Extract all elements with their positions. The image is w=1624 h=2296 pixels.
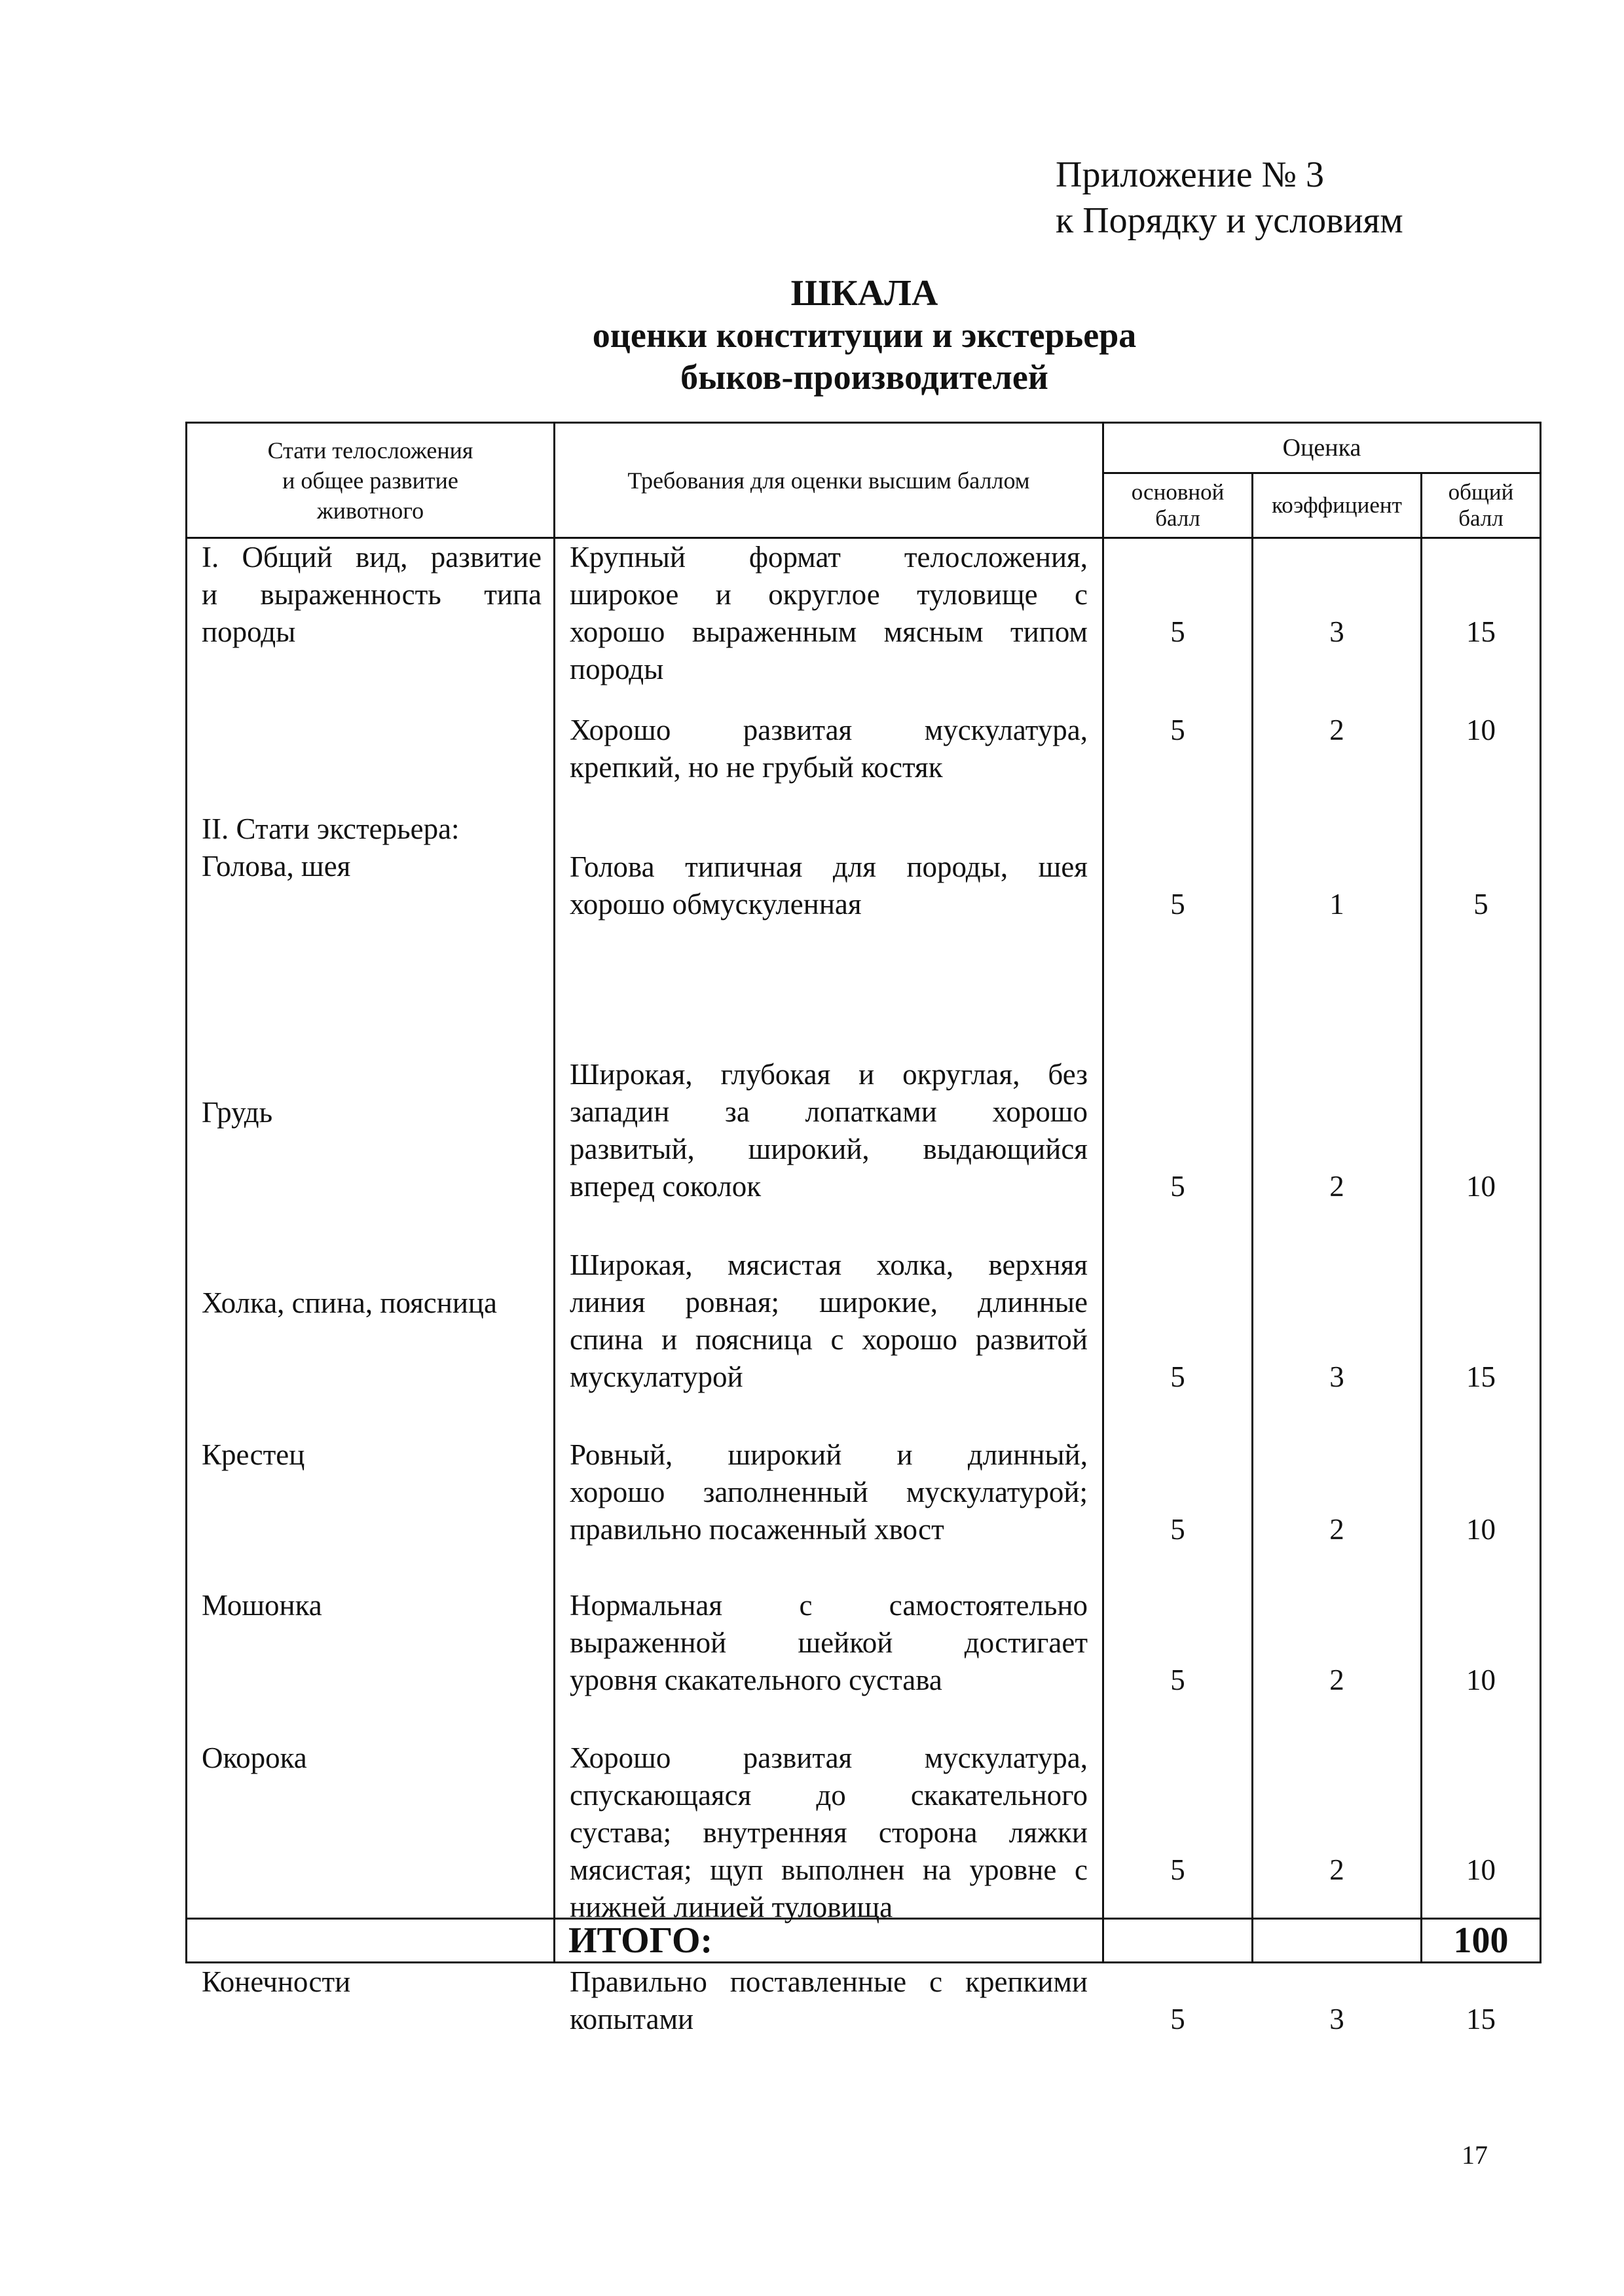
category-line: Холка, спина, поясница: [202, 1286, 497, 1319]
total-score-value: 10: [1466, 1853, 1496, 1886]
requirement-line: спина и поясница с хорошо развитой: [570, 1323, 1088, 1356]
coefficient-value: 2: [1329, 1853, 1344, 1886]
requirement-line: нижней линией туловища: [570, 1891, 893, 1923]
requirement-text: [570, 1247, 1088, 1396]
total-empty-coef: [1253, 1919, 1422, 1963]
base-score-value: 5: [1170, 1170, 1185, 1203]
requirement-line: Хорошо развитая мускулатура,: [570, 714, 1088, 746]
requirement-line: сустава; внутренняя сторона ляжки: [570, 1816, 1088, 1849]
requirement-line: породы: [570, 653, 664, 685]
scale-table: [185, 422, 1541, 2035]
header-total-line-2: балл: [1458, 505, 1504, 531]
requirement-line: Ровный, широкий и длинный,: [570, 1438, 1088, 1471]
category-label: [202, 1094, 542, 1131]
base-score-value: 5: [1170, 2003, 1185, 2035]
category-line: Голова, шея: [202, 850, 351, 883]
requirement-text: [570, 1056, 1088, 1205]
requirement-text: [570, 1963, 1088, 2038]
category-label: [202, 1587, 542, 1624]
requirement-line: широкое и округлое туловище с: [570, 578, 1088, 611]
base-score-value: 5: [1170, 888, 1185, 920]
total-score-value: 10: [1466, 714, 1496, 746]
appendix-subtitle: к Порядку и условиям: [1056, 200, 1403, 241]
category-line: Окорока: [202, 1741, 307, 1774]
requirement-line: мясистая; щуп выполнен на уровне с: [570, 1853, 1088, 1886]
category-label: [202, 1963, 542, 2001]
header-stati: [187, 423, 555, 538]
header-coefficient: коэффициент: [1253, 473, 1422, 538]
total-score-value: 10: [1466, 1664, 1496, 1696]
requirement-text: [570, 1436, 1088, 1548]
header-row-1: [187, 423, 1541, 473]
total-empty-base: [1103, 1919, 1253, 1963]
total-score-value: 10: [1466, 1513, 1496, 1546]
category-line: Конечности: [202, 1965, 351, 1998]
requirement-line: копытами: [570, 2003, 694, 2035]
page-number: 17: [1462, 2140, 1488, 2170]
requirement-line: Голова типичная для породы, шея: [570, 850, 1088, 883]
category-line: породы: [202, 615, 296, 648]
coefficient-value: 3: [1329, 1360, 1344, 1393]
title-line-3: быков-производителей: [680, 357, 1048, 397]
body-row: [187, 538, 1541, 1919]
coefficient-value: 2: [1329, 1170, 1344, 1203]
appendix-reference: [1056, 152, 1403, 244]
requirement-line: Нормальная с самостоятельно: [570, 1589, 1088, 1622]
requirement-line: хорошо выраженным мясным типом: [570, 615, 1088, 648]
base-score-value: 5: [1170, 1513, 1185, 1546]
requirement-text: [570, 712, 1088, 786]
header-stati-line-3: животного: [316, 497, 424, 524]
header-stati-line-1: Стати телосложения: [267, 437, 473, 464]
header-requirements: Требования для оценки высшим баллом: [555, 423, 1103, 538]
category-line: II. Стати экстерьера:: [202, 812, 460, 845]
category-line: Грудь: [202, 1096, 273, 1129]
header-base-score: [1103, 473, 1253, 538]
appendix-number: Приложение № 3: [1056, 155, 1324, 195]
requirement-line: крепкий, но не грубый костяк: [570, 751, 943, 784]
coefficient-value: 2: [1329, 714, 1344, 746]
requirement-line: западин за лопатками хорошо: [570, 1095, 1088, 1128]
total-score-value: 15: [1466, 615, 1496, 648]
requirement-line: Широкая, мясистая холка, верхняя: [570, 1248, 1088, 1281]
header-total-score: [1422, 473, 1541, 538]
category-line: Крестец: [202, 1438, 305, 1471]
requirement-line: Широкая, глубокая и округлая, без: [570, 1058, 1088, 1091]
requirement-line: развитый, широкий, выдающийся: [570, 1133, 1088, 1165]
base-score-value: 5: [1170, 714, 1185, 746]
header-ocenka: Оценка: [1103, 423, 1541, 473]
category-line: I. Общий вид, развитие: [202, 541, 542, 574]
base-score-value: 5: [1170, 1360, 1185, 1393]
requirement-line: Крупный формат телосложения,: [570, 541, 1088, 574]
column-coefficient: [1253, 538, 1422, 2035]
base-score-value: 5: [1170, 1853, 1185, 1886]
category-label: [202, 811, 542, 885]
category-line: и выраженность типа: [202, 578, 542, 611]
requirement-line: Правильно поставленные с крепкими: [570, 1965, 1088, 1998]
grand-total: 100: [1422, 1919, 1541, 1963]
total-score-value: 5: [1473, 888, 1488, 920]
requirement-text: [570, 848, 1088, 923]
requirement-line: вперед соколок: [570, 1170, 762, 1203]
requirement-line: уровня скакательного сустава: [570, 1664, 942, 1696]
category-label: [202, 1740, 542, 1777]
coefficient-value: 2: [1329, 1664, 1344, 1696]
requirement-text: [570, 539, 1088, 688]
document-title: [0, 272, 1624, 398]
category-label: [202, 1436, 542, 1474]
title-line-2: оценки конституции и экстерьера: [592, 316, 1137, 355]
requirement-text: [570, 1587, 1088, 1699]
category-line: Мошонка: [202, 1589, 322, 1622]
base-score-value: 5: [1170, 1664, 1185, 1696]
requirement-line: мускулатурой: [570, 1360, 743, 1393]
requirement-line: выраженной шейкой достигает: [570, 1626, 1088, 1659]
requirement-line: спускающаяся до скакательного: [570, 1779, 1088, 1812]
header-stati-line-2: и общее развитие: [282, 467, 458, 494]
requirement-line: правильно посаженный хвост: [570, 1513, 944, 1546]
base-score-value: 5: [1170, 615, 1185, 648]
header-base-line-1: основной: [1131, 479, 1225, 505]
coefficient-value: 3: [1329, 2003, 1344, 2035]
requirement-line: Хорошо развитая мускулатура,: [570, 1741, 1088, 1774]
requirement-line: линия ровная; широкие, длинные: [570, 1286, 1088, 1319]
total-score-value: 15: [1466, 2003, 1496, 2035]
column-base-score: [1103, 538, 1253, 2035]
category-label: [202, 1285, 542, 1322]
title-line-1: ШКАЛА: [790, 273, 938, 314]
header-base-line-2: балл: [1155, 505, 1200, 531]
total-score-value: 15: [1466, 1360, 1496, 1393]
coefficient-value: 3: [1329, 615, 1344, 648]
total-empty-cell: [187, 1919, 555, 1963]
requirement-text: [570, 1740, 1088, 1926]
category-label: [202, 539, 542, 651]
total-label: ИТОГО:: [555, 1919, 1103, 1963]
coefficient-value: 1: [1329, 888, 1344, 920]
total-score-value: 10: [1466, 1170, 1496, 1203]
coefficient-value: 2: [1329, 1513, 1344, 1546]
column-categories: [187, 538, 555, 1998]
requirement-line: хорошо заполненный мускулатурой;: [570, 1476, 1088, 1508]
header-total-line-1: общий: [1448, 479, 1514, 505]
requirement-line: хорошо обмускуленная: [570, 888, 862, 920]
